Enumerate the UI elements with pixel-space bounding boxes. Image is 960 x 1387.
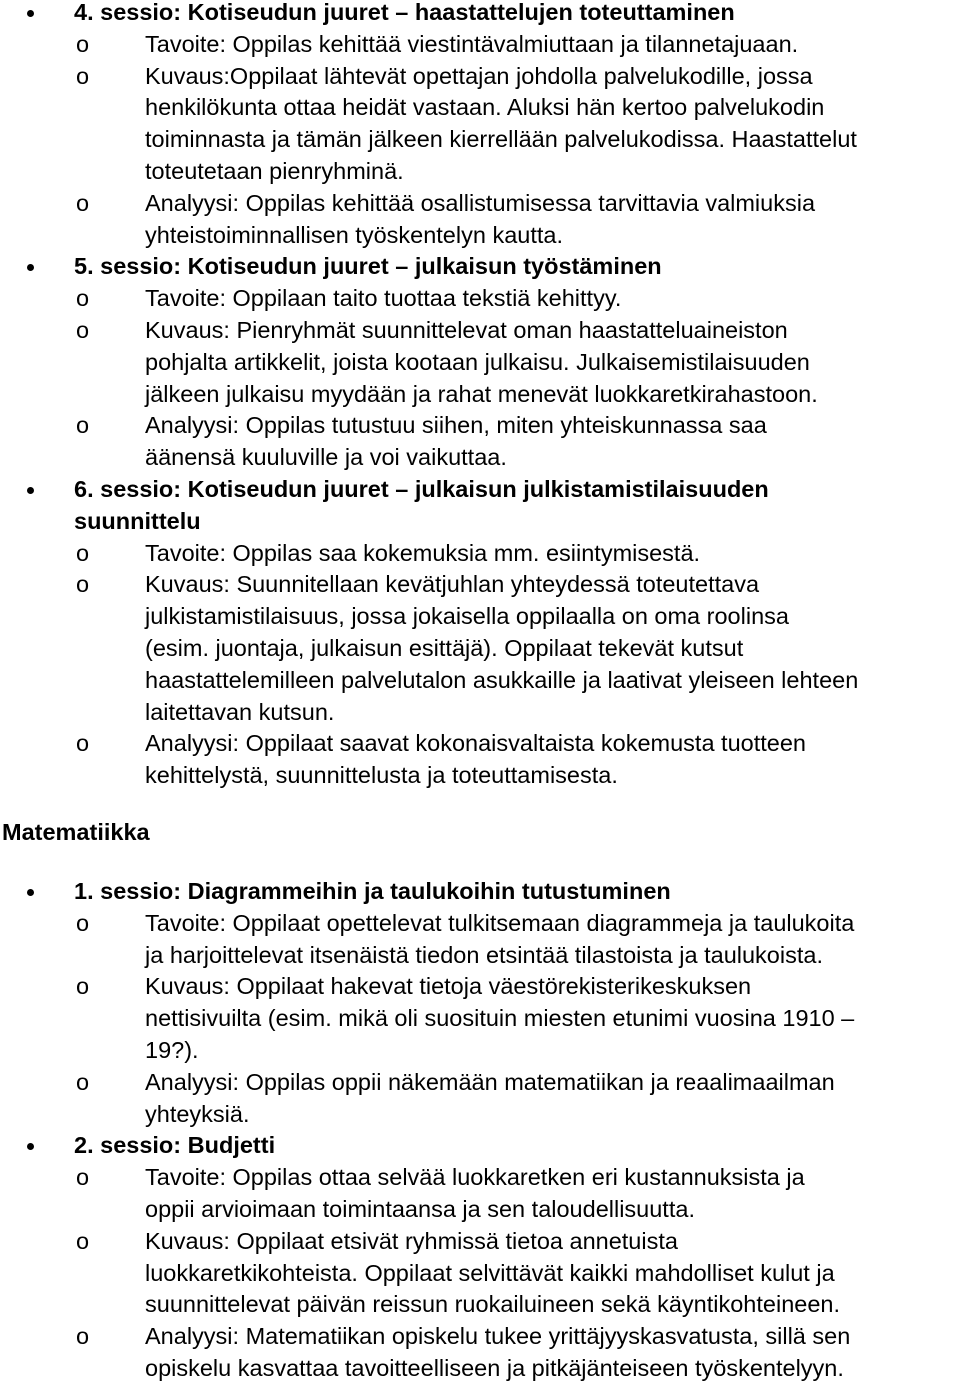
list-item-text: (esim. juontaja, julkaisun esittäjä). Oppilaat tekevät kutsut: [145, 635, 744, 661]
session-title: 6. sessio: Kotiseudun juuret – julkaisun julkistamistilaisuuden: [74, 476, 769, 502]
list-item-text: Kuvaus: Suunnitellaan kevätjuhlan yhteydessä toteutettava: [145, 571, 760, 598]
list-item-text: äänensä kuuluville ja voi vaikuttaa.: [145, 444, 507, 471]
sub-bullet-marker: o: [76, 1227, 90, 1254]
list-item-text: luokkaretkikohteista. Oppilaat selvittävät kaikki mahdolliset kulut ja: [145, 1259, 835, 1286]
list-item-text: Kuvaus: Oppilaat etsivät ryhmissä tietoa annetuista: [145, 1227, 678, 1254]
session-title: suunnittelu: [74, 507, 201, 534]
section-heading: Matematiikka: [2, 819, 150, 845]
bullet-icon: [27, 10, 34, 17]
list-item-text: suunnittelevat päivän reissun ruokailuineen sekä käyntikohteineen.: [145, 1291, 841, 1318]
list-item-text: yhteistoiminnallisen työskentelyn kautta.: [145, 221, 563, 248]
list-item-text: Kuvaus:Oppilaat lähtevät opettajan johdolla palvelukodille, jossa: [145, 62, 813, 89]
sub-bullet-marker: o: [76, 909, 90, 936]
list-item-text: ja harjoittelevat itsenäistä tiedon etsintää tilastoista ja taulukoista.: [145, 941, 823, 968]
list-item-text: Analyysi: Oppilas kehittää osallistumisessa tarvittavia valmiuksia: [145, 189, 816, 216]
list-item-text: Analyysi: Oppilaat saavat kokonaisvaltaista kokemusta tuotteen: [145, 730, 806, 757]
sub-bullet-marker: o: [76, 973, 90, 1000]
list-item-text: Tavoite: Oppilaan taito tuottaa tekstiä kehittyy.: [145, 285, 622, 312]
session-title: 2. sessio: Budjetti: [74, 1132, 276, 1159]
list-item-text: kehittelystä, suunnittelusta ja toteuttamisesta.: [145, 762, 618, 789]
sub-bullet-marker: o: [76, 317, 90, 343]
list-item-text: Tavoite: Oppilas ottaa selvää luokkaretken eri kustannuksista ja: [145, 1164, 805, 1191]
session-title: 1. sessio: Diagrammeihin ja taulukoihin tutustuminen: [74, 878, 671, 904]
sub-bullet-marker: o: [76, 730, 90, 757]
bullet-icon: [27, 487, 34, 494]
sub-bullet-marker: o: [76, 189, 90, 216]
session-title: 5. sessio: Kotiseudun juuret – julkaisun työstäminen: [74, 253, 662, 280]
list-item-text: Tavoite: Oppilaat opettelevat tulkitsemaan diagrammeja ja taulukoita: [145, 909, 855, 936]
session-title: 4. sessio: Kotiseudun juuret – haastattelujen toteuttaminen: [74, 0, 735, 25]
bullet-icon: [27, 889, 34, 896]
list-item-text: haastattelemilleen palvelutalon asukkaille ja laativat yleiseen lehteen: [145, 666, 859, 693]
list-item-text: Tavoite: Oppilas kehittää viestintävalmiuttaan ja tilannetajuaan.: [145, 30, 799, 57]
list-item-text: Analyysi: Oppilas oppii näkemään matematiikan ja reaalimaailman: [145, 1068, 835, 1095]
list-item-text: laitettavan kutsun.: [145, 698, 335, 725]
list-item-text: julkistamistilaisuus, jossa jokaisella oppilaalla on oma roolinsa: [145, 603, 789, 630]
list-item-text: Kuvaus: Oppilaat hakevat tietoja väestörekisterikeskuksen: [145, 973, 752, 1000]
sub-bullet-marker: o: [76, 30, 90, 57]
list-item-text: 19?).: [145, 1037, 199, 1063]
list-item-text: Analyysi: Matematiikan opiskelu tukee yrittäjyyskasvatusta, sillä sen: [145, 1323, 851, 1350]
bullet-icon: [27, 264, 34, 271]
sub-bullet-marker: o: [76, 285, 90, 312]
sub-bullet-marker: o: [76, 62, 90, 89]
list-item-text: henkilökunta ottaa heidät vastaan. Aluksi hän kertoo palvelukodin: [145, 94, 825, 121]
list-item-text: jälkeen julkaisu myydään ja rahat menevät luokkaretkirahastoon.: [145, 380, 818, 407]
sub-bullet-marker: o: [76, 1164, 90, 1191]
list-item-text: pohjalta artikkelit, joista kootaan julkaisu. Julkaisemistilaisuuden: [145, 348, 810, 375]
list-item-text: Analyysi: Oppilas tutustuu siihen, miten yhteiskunnassa saa: [145, 412, 767, 439]
list-item-text: yhteyksiä.: [145, 1100, 250, 1127]
list-item-text: oppii arvioimaan toimintaansa ja sen taloudellisuutta.: [145, 1196, 695, 1222]
bullet-icon: [27, 1143, 34, 1150]
sub-bullet-marker: o: [76, 539, 90, 566]
sub-bullet-marker: o: [76, 571, 90, 598]
sub-bullet-marker: o: [76, 1323, 90, 1350]
list-item-text: Kuvaus: Pienryhmät suunnittelevat oman haastatteluaineiston: [145, 317, 788, 343]
list-item-text: opiskelu kasvattaa tavoitteelliseen ja pitkäjänteiseen työskentelyyn.: [145, 1355, 844, 1381]
sub-bullet-marker: o: [76, 412, 90, 439]
list-item-text: toteutetaan pienryhminä.: [145, 158, 404, 184]
list-item-text: toiminnasta ja tämän jälkeen kierrellään palvelukodissa. Haastattelut: [145, 126, 857, 153]
sub-bullet-marker: o: [76, 1068, 90, 1095]
list-item-text: nettisivuilta (esim. mikä oli suosituin miesten etunimi vuosina 1910 –: [145, 1005, 855, 1032]
list-item-text: Tavoite: Oppilas saa kokemuksia mm. esiintymisestä.: [145, 539, 701, 566]
